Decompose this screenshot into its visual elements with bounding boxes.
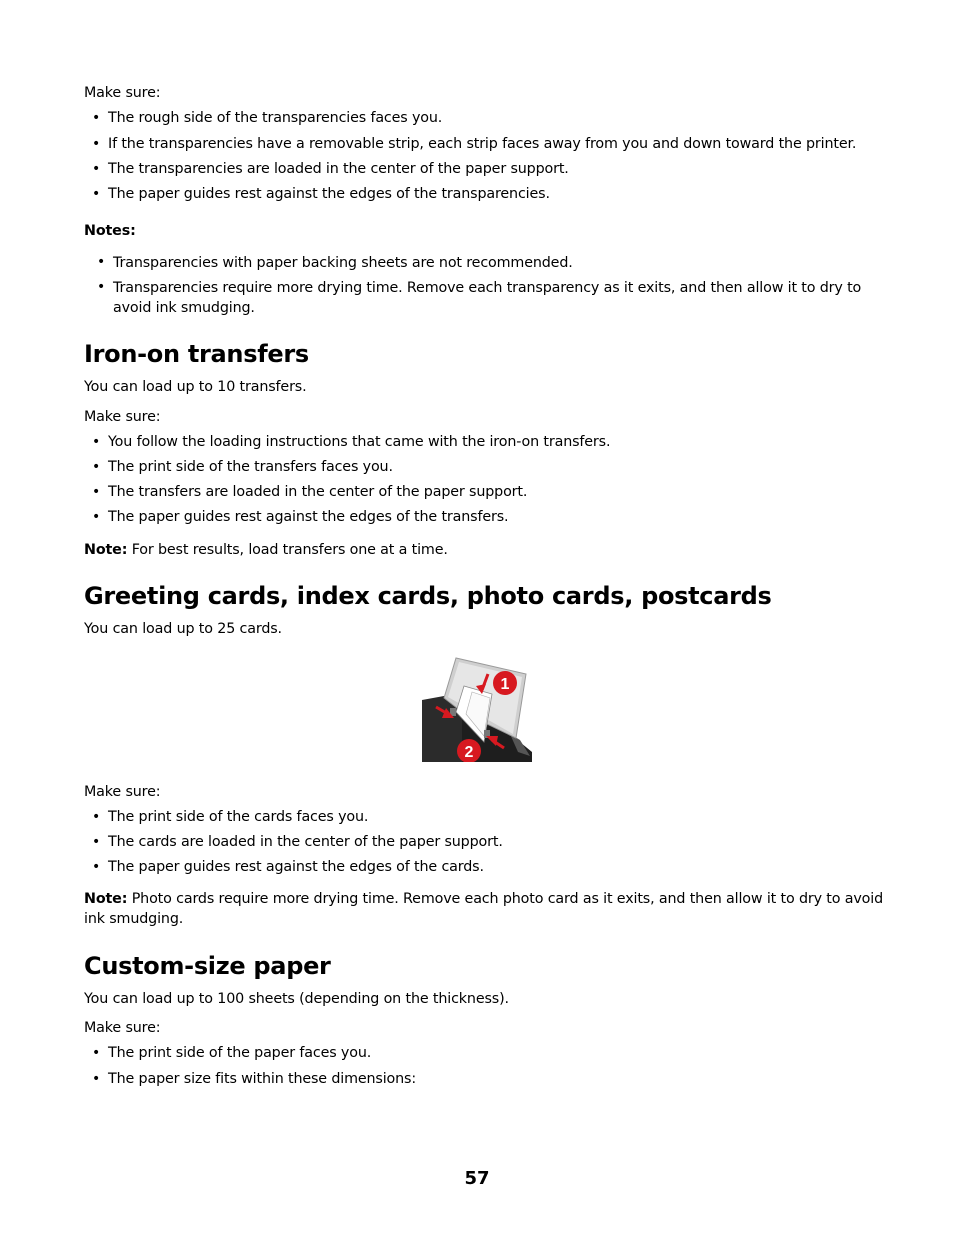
- bullet-dot: •: [92, 186, 101, 202]
- bullet-dot: •: [92, 1045, 101, 1061]
- list-item: The transfers are loaded in the center of the paper support.: [108, 484, 528, 500]
- callout-2-label: 2: [464, 744, 474, 761]
- note-text: For best results, load transfers one at a time.: [127, 542, 448, 558]
- section-heading-custom-size: Custom-size paper: [84, 952, 331, 980]
- bullet-dot: •: [97, 254, 106, 270]
- make-sure-label: Make sure:: [84, 85, 161, 101]
- note-text: Photo cards require more drying time. Remove each photo card as it exits, and then allow it to dry to avoid ink smudging.: [84, 891, 884, 927]
- bullet-dot: •: [92, 809, 101, 825]
- note-label: Note:: [84, 891, 128, 907]
- make-sure-label: Make sure:: [84, 1020, 161, 1036]
- list-item: The rough side of the transparencies faces you.: [108, 110, 443, 126]
- section-heading-iron-on: Iron-on transfers: [84, 340, 309, 368]
- list-item: If the transparencies have a removable strip, each strip faces away from you and down toward the printer.: [108, 136, 857, 152]
- make-sure-label: Make sure:: [84, 784, 161, 800]
- bullet-dot: •: [92, 434, 101, 450]
- list-item: The paper guides rest against the edges of the cards.: [108, 859, 484, 875]
- list-item: The print side of the transfers faces you.: [108, 459, 393, 475]
- page-number: 57: [464, 1168, 490, 1189]
- list-item: The paper size fits within these dimensions:: [108, 1071, 417, 1087]
- list-item: The transparencies are loaded in the center of the paper support.: [108, 161, 569, 177]
- note-paragraph: [84, 540, 884, 560]
- callout-1-label: 1: [500, 676, 510, 693]
- note-item: Transparencies with paper backing sheets are not recommended.: [113, 255, 573, 271]
- bullet-dot: •: [92, 834, 101, 850]
- bullet-dot: •: [92, 859, 101, 875]
- list-item: You follow the loading instructions that came with the iron-on transfers.: [108, 434, 611, 450]
- intro-text: You can load up to 10 transfers.: [84, 379, 307, 395]
- bullet-dot: •: [92, 509, 101, 525]
- note-label: Note:: [84, 542, 128, 558]
- list-item: The print side of the cards faces you.: [108, 809, 369, 825]
- intro-text: You can load up to 100 sheets (depending on the thickness).: [84, 991, 509, 1007]
- bullet-dot: •: [97, 279, 106, 295]
- list-item: The paper guides rest against the edges of the transfers.: [108, 509, 509, 525]
- bullet-dot: •: [92, 459, 101, 475]
- bullet-dot: •: [92, 484, 101, 500]
- bullet-dot: •: [92, 110, 101, 126]
- make-sure-label: Make sure:: [84, 409, 161, 425]
- card-loading-illustration: [422, 652, 532, 762]
- list-item: The paper guides rest against the edges of the transparencies.: [108, 186, 550, 202]
- note-paragraph: [84, 889, 884, 929]
- intro-text: You can load up to 25 cards.: [84, 621, 282, 637]
- notes-heading: Notes:: [84, 223, 136, 239]
- bullet-dot: •: [92, 136, 101, 152]
- list-item: The print side of the paper faces you.: [108, 1045, 372, 1061]
- bullet-dot: •: [92, 161, 101, 177]
- note-item: Transparencies require more drying time. Remove each transparency as it exits, and then allow it to dry to avoid ink smudging.: [113, 280, 862, 316]
- bullet-dot: •: [92, 1071, 101, 1087]
- list-item: The cards are loaded in the center of the paper support.: [108, 834, 503, 850]
- section-heading-cards: Greeting cards, index cards, photo cards, postcards: [84, 582, 772, 610]
